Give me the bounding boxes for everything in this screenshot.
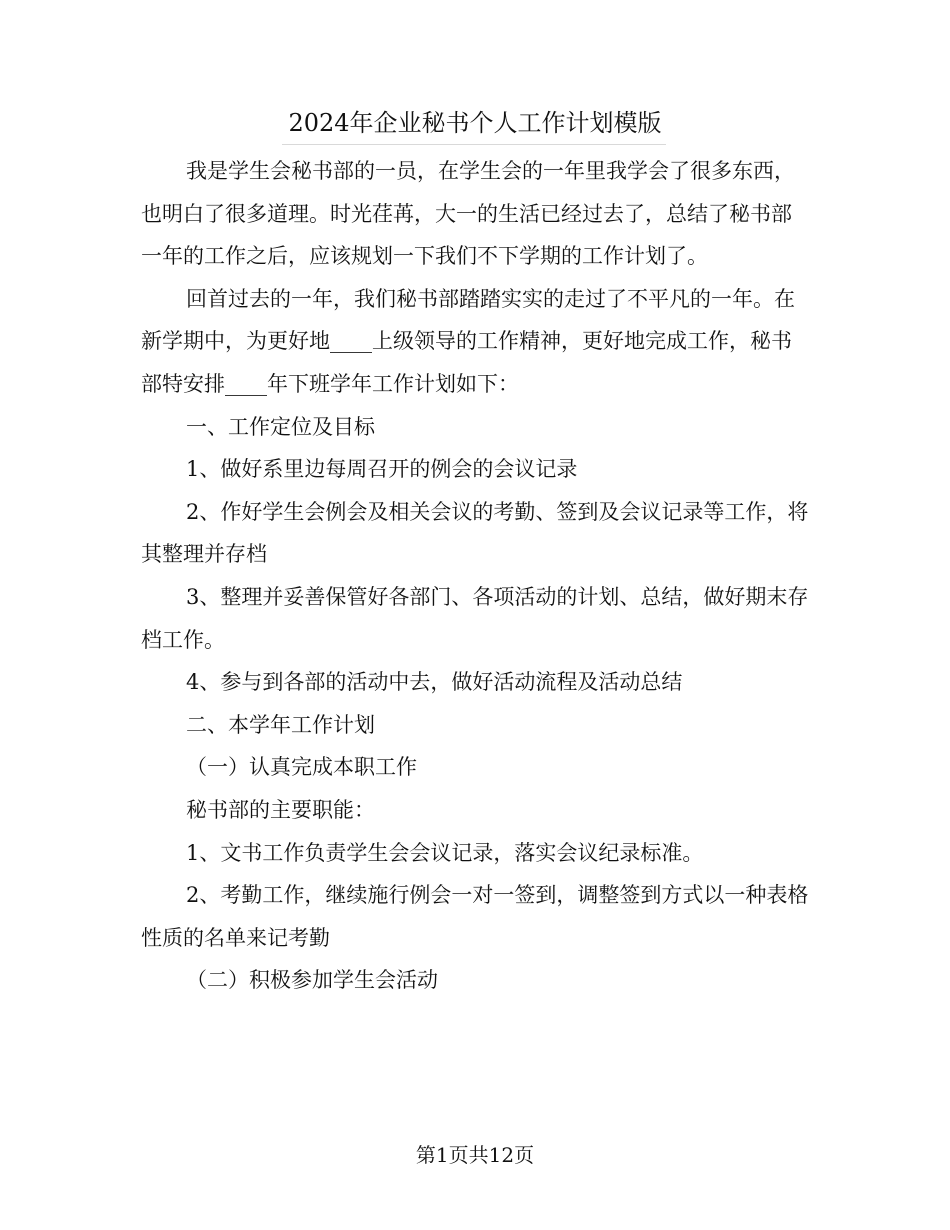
subheading: （二）积极参加学生会活动 <box>186 968 438 993</box>
heading-section-1: 一、工作定位及目标 <box>186 414 375 439</box>
list-item: 1、做好系里边每周召开的例会的会议记录 <box>186 457 578 482</box>
paragraph-review: 回首过去的一年，我们秘书部踏踏实实的走过了不平凡的一年。在新学期中，为更好地____上级领导的工作精神，更好地完成工作，秘书部特安排____年下班学年工作计划如下： <box>141 286 795 396</box>
document-body <box>141 150 811 1002</box>
title-underline <box>282 144 666 145</box>
document-title: 2024年企业秘书个人工作计划模版 <box>288 109 662 137</box>
paragraph-intro: 我是学生会秘书部的一员，在学生会的一年里我学会了很多东西，也明白了很多道理。时光荏苒，大一的生活已经过去了，总结了秘书部一年的工作之后，应该规划一下我们不下学期的工作计划了。 <box>141 159 795 269</box>
list-item: 3、整理并妥善保管好各部门、各项活动的计划、总结，做好期末存档工作。 <box>141 584 809 652</box>
page-number-footer: 第1页共12页 <box>415 1143 535 1167</box>
list-item: 1、文书工作负责学生会会议记录，落实会议纪录标准。 <box>186 840 704 865</box>
paragraph-duties: 秘书部的主要职能： <box>186 797 375 822</box>
subheading: （一）认真完成本职工作 <box>186 755 417 780</box>
list-item: 2、作好学生会例会及相关会议的考勤、签到及会议记录等工作，将其整理并存档 <box>141 499 809 567</box>
heading-section-2: 二、本学年工作计划 <box>186 712 375 737</box>
list-item: 4、参与到各部的活动中去，做好活动流程及活动总结 <box>186 670 683 695</box>
list-item: 2、考勤工作，继续施行例会一对一签到，调整签到方式以一种表格性质的名单来记考勤 <box>141 883 809 950</box>
